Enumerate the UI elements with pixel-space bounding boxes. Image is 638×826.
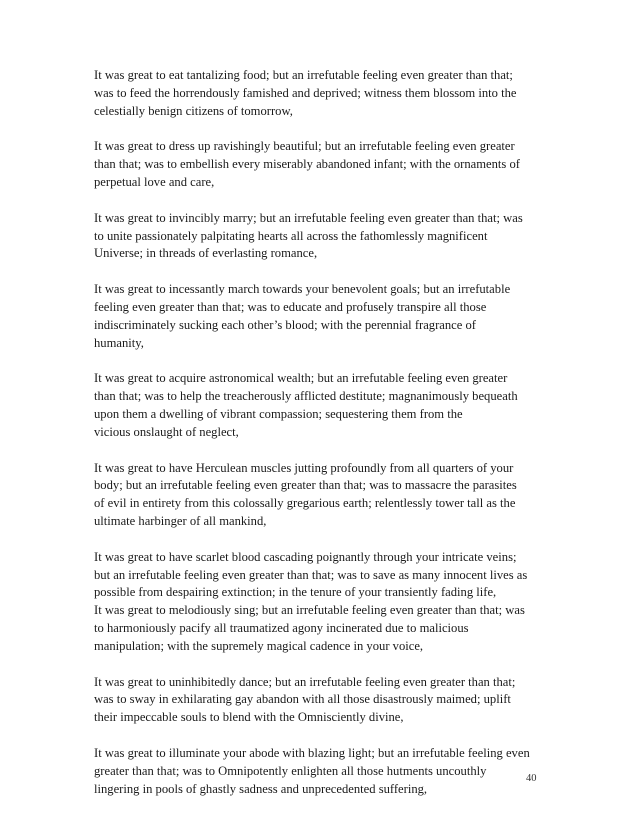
paragraph bbox=[94, 67, 550, 120]
text-line: vicious onslaught of neglect, bbox=[94, 424, 239, 439]
text-line: It was great to have scarlet blood cascading poignantly through your intricate veins; bbox=[94, 549, 517, 564]
text-line: to harmoniously pacify all traumatized agony incinerated due to malicious bbox=[94, 620, 469, 635]
text-line: their impeccable souls to blend with the Omnisciently divine, bbox=[94, 710, 404, 725]
text-line: It was great to invincibly marry; but an irrefutable feeling even greater than that; was bbox=[94, 210, 523, 225]
paragraph bbox=[94, 210, 550, 263]
text-line: was to feed the horrendously famished and deprived; witness them blossom into the bbox=[94, 85, 517, 100]
text-line: It was great to uninhibitedly dance; but an irrefutable feeling even greater than that; bbox=[94, 674, 516, 689]
text-line: manipulation; with the supremely magical cadence in your voice, bbox=[94, 638, 424, 653]
poem-body bbox=[94, 67, 550, 816]
page-number: 40 bbox=[526, 773, 537, 784]
text-line: feeling even greater than that; was to educate and profusely transpire all those bbox=[94, 299, 487, 314]
text-line: It was great to incessantly march towards your benevolent goals; but an irrefutable bbox=[94, 282, 511, 297]
text-line: lingering in pools of ghastly sadness and unprecedented suffering, bbox=[94, 781, 428, 796]
text-line: perpetual love and care, bbox=[94, 174, 215, 189]
text-line: was to sway in exhilarating gay abandon with all those disastrously maimed; uplift bbox=[94, 692, 511, 707]
text-line: than that; was to embellish every miserably abandoned infant; with the ornaments of bbox=[94, 157, 520, 172]
text-line: possible from despairing extinction; in the tenure of your transiently fading life, bbox=[94, 585, 497, 600]
text-line: It was great to have Herculean muscles jutting profoundly from all quarters of your bbox=[94, 460, 514, 475]
text-line: upon them a dwelling of vibrant compassion; sequestering them from the bbox=[94, 406, 463, 421]
paragraph bbox=[94, 138, 550, 191]
paragraph bbox=[94, 549, 550, 656]
text-line: It was great to melodiously sing; but an irrefutable feeling even greater than that; was bbox=[94, 603, 525, 618]
text-line: indiscriminately sucking each other’s blood; with the perennial fragrance of bbox=[94, 317, 477, 332]
paragraph bbox=[94, 674, 550, 727]
text-line: humanity, bbox=[94, 335, 144, 350]
text-line: body; but an irrefutable feeling even greater than that; was to massacre the parasites bbox=[94, 478, 517, 493]
text-line: It was great to dress up ravishingly beautiful; but an irrefutable feeling even greater bbox=[94, 139, 515, 154]
paragraph bbox=[94, 281, 550, 352]
paragraph bbox=[94, 460, 550, 531]
text-line: than that; was to help the treacherously afflicted destitute; magnanimously bequeath bbox=[94, 389, 518, 404]
text-line: It was great to illuminate your abode with blazing light; but an irrefutable feeling even bbox=[94, 745, 530, 760]
text-line: Universe; in threads of everlasting romance, bbox=[94, 246, 318, 261]
text-line: ultimate harbinger of all mankind, bbox=[94, 513, 267, 528]
text-line: of evil in entirety from this colossally gregarious earth; relentlessly tower tall as the bbox=[94, 496, 516, 511]
text-line: It was great to acquire astronomical wealth; but an irrefutable feeling even greater bbox=[94, 371, 508, 386]
text-line: but an irrefutable feeling even greater than that; was to save as many innocent lives as bbox=[94, 567, 528, 582]
text-line: It was great to eat tantalizing food; but an irrefutable feeling even greater than that; bbox=[94, 68, 513, 82]
paragraph bbox=[94, 370, 550, 441]
text-line: greater than that; was to Omnipotently enlighten all those hutments uncouthly bbox=[94, 763, 487, 778]
paragraph bbox=[94, 745, 550, 798]
text-line: celestially benign citizens of tomorrow, bbox=[94, 103, 293, 118]
text-line: to unite passionately palpitating hearts all across the fathomlessly magnificent bbox=[94, 228, 488, 243]
